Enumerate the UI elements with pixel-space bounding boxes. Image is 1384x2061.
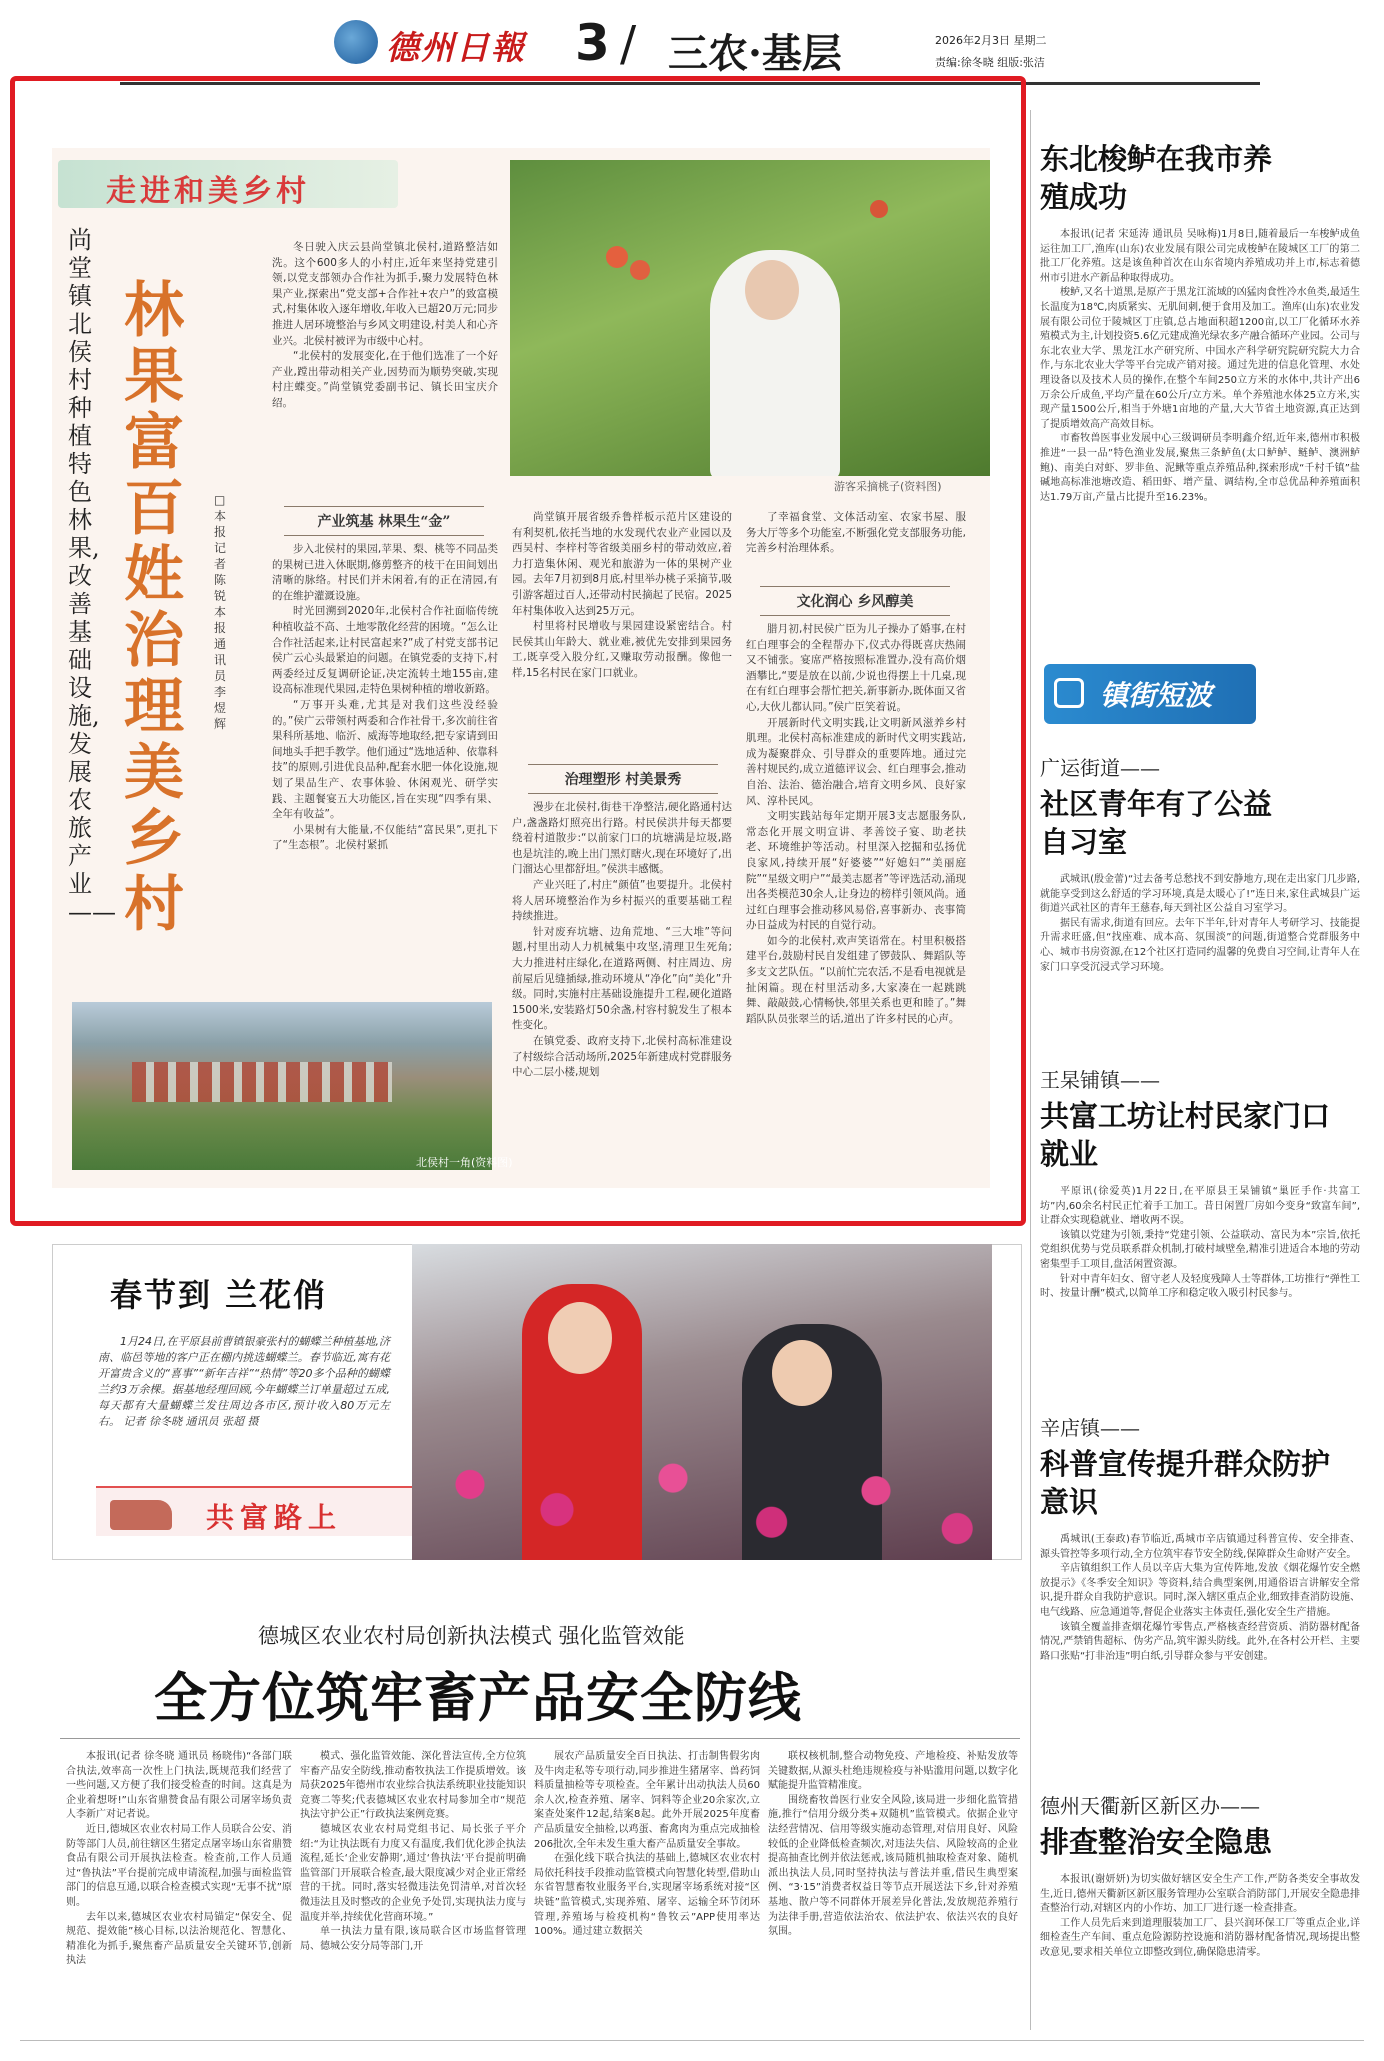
bottom-column-3 bbox=[534, 1750, 760, 1940]
article-title: 社区青年有了公益自习室 bbox=[1040, 787, 1273, 859]
paper-name: 德州日報 bbox=[386, 28, 526, 67]
paragraph: 梭鲈,又名十道黑,是原产于黑龙江流域的凶猛肉食性冷水鱼类,最适生长温度为18℃,肉质紧实、无肌间刺,便于食用及加工。渔库(山东)农业发展有限公司位于陵城区丁庄镇,总占地面积超1200亩,以工厂化循环水养殖模式为主,计划投资5.6亿元建成渔光绿农多产融合循环产业园。公司与东北农业大学、黑龙江水产研究所、中国水产科学研究院研究院大力合作,与东北农业大学等平台完成产销对接。通过先进的信息化管理、水处理设备以及技术人员的操作,在整个车间250立方米的水体中,共计产出6万余公斤成鱼,平均产量在60公斤/立方米。单个养殖池水体25立方米,实现产量1500公斤,相当于外塘1亩地的产量,大大节省土地资源,真正达到了提质增效高产高效目标。 bbox=[1040, 287, 1360, 430]
subhead-culture: 文化润心 乡风醇美 bbox=[760, 586, 950, 616]
bottom-column-2 bbox=[300, 1750, 526, 1954]
section-name: 三农·基层 bbox=[668, 30, 842, 77]
banner-text: 走进和美乡村 bbox=[106, 174, 310, 209]
paragraph: 针对中青年妇女、留守老人及轻度残障人士等群体,工坊推行“弹性工时、按量计酬”模式,以简单工序和稳定收入吸引村民参与。 bbox=[1040, 1273, 1360, 1300]
photo-face-icon bbox=[745, 260, 799, 320]
paragraph: 小果树有大能量,不仅能结“富民果”,更扎下了“生态根”。北侯村紧抓 bbox=[272, 823, 498, 852]
paragraph: 腊月初,村民侯广臣为儿子操办了婚事,在村红白理事会的全程帮办下,仪式办得既喜庆热闹又不铺张。宴席严格按照标准置办,没有高价烟酒攀比,“要是放在以前,少说也得摆上十几桌,现在有红白理事会帮忙把关,新事新办,既体面又省心,大伙儿都认同。”侯广臣笑着说。 bbox=[746, 623, 966, 713]
right-article-1 bbox=[1040, 140, 1360, 505]
subhead-industry: 产业筑基 林果生“金” bbox=[284, 506, 484, 536]
spring-banner-text: 共富路上 bbox=[206, 1501, 343, 1534]
page-number: 3 bbox=[575, 14, 610, 72]
paragraph: 据民有需求,街道有回应。去年下半年,针对青年人考研学习、技能提升需求旺盛,但“找座难、成本高、氛围淡”的问题,街道整合党群服务中心、城市书房资源,在12个社区打造同约温馨的免费自习空间,让青年人在家门口享受沉浸式学习环境。 bbox=[1040, 917, 1360, 973]
editor-credit: 责编:徐冬晓 组版:张洁 bbox=[935, 56, 1045, 69]
paragraph: 冬日驶入庆云县尚堂镇北侯村,道路整洁如洗。这个600多人的小村庄,近年来坚持党建引领,以党支部领办合作社为抓手,聚力发展特色林果产业,探索出“党支部+合作社+农户”的致富模式,村集体收入逐年增收,年收入已超20万元;同步推进人居环境整治与乡风文明建设,村美人和心齐业兴。北侯村被评为市级中心村。 bbox=[272, 241, 498, 347]
orchid-flowers-icon bbox=[412, 1434, 992, 1560]
paragraph: 该镇全覆盖排查烟花爆竹零售点,严格核查经营资质、消防器材配备情况,严禁销售超标、伪劣产品,筑牢源头防线。此外,在各村公开栏、主要路口张贴“打非治违”明白纸,引导群众参与平安创建。 bbox=[1040, 1621, 1360, 1662]
photo-face-icon bbox=[548, 1302, 612, 1374]
article-title: 东北梭鲈在我市养殖成功 bbox=[1040, 142, 1273, 214]
paragraph: 本报讯(记者 宋延涛 通讯员 吴咏梅)1月8日,随着最后一车梭鲈成鱼运往加工厂,渔库(山东)农业发展有限公司完成梭鲈在陵城区工厂的第二批工厂化养殖。这是该鱼种首次在山东省境内养殖成功并上市,标志着德州市引进水产新品种取得成功。 bbox=[1040, 229, 1360, 284]
paragraph: 近日,德城区农业农村局工作人员联合公安、消防等部门人员,前往辖区生猪定点屠宰场山东省鼎赞食品有限公司开展执法检查。检查前,工作人员通过“鲁执法”平台提前完成申请流程,加强与面检监管部门的信息互通,以联合检查模式实现“无事不扰”原则。 bbox=[66, 1823, 292, 1908]
page-slash-icon: / bbox=[620, 16, 637, 72]
right-article-2 bbox=[1040, 752, 1360, 975]
village-photo-caption: 北侯村一角(资料图) bbox=[416, 1156, 513, 1169]
article-title: 科普宣传提升群众防护意识 bbox=[1040, 1447, 1331, 1519]
bottom-kicker: 德城区农业农村局创新执法模式 强化监管效能 bbox=[258, 1624, 685, 1648]
peach-photo-caption: 游客采摘桃子(资料图) bbox=[834, 480, 942, 493]
paragraph: “北侯村的发展变化,在于他们选准了一个好产业,蹚出带动相关产业,因势而为顺势突破,实现村庄蝶变。”尚堂镇党委副书记、镇长田宝庆介绍。 bbox=[272, 350, 498, 409]
feature-column-3 bbox=[746, 510, 966, 557]
bottom-column-4 bbox=[768, 1750, 1018, 1940]
page-bottom-rule bbox=[20, 2040, 1364, 2041]
feature-headline: 林果富百姓 治理美乡村 bbox=[124, 276, 184, 940]
photo-face-icon bbox=[772, 1340, 832, 1406]
paragraph: 漫步在北侯村,街巷干净整洁,硬化路通村达户,盏盏路灯照亮出行路。村民侯洪井每天都要绕着村道散步:“以前家门口的坑塘满是垃圾,路也是坑洼的,晚上出门黑灯瞎火,现在环境好了,出门溜达心里都舒坦。”侯洪丰感慨。 bbox=[512, 801, 733, 876]
paragraph: 工作人员先后来到道理服装加工厂、县兴润环保工厂等重点企业,详细检查生产车间、重点危险源防控设施和消防器材配备情况,现场提出整改意见,要求相关单位立即整改到位,确保隐患清零。 bbox=[1040, 1917, 1360, 1958]
feature-column-3b bbox=[746, 622, 966, 1027]
paragraph: 去年以来,德城区农业农村局锚定“保安全、促规范、提效能”核心目标,以法治规范化、智慧化、精准化为抓手,聚焦畜产品质量安全关键环节,创新执法 bbox=[66, 1911, 292, 1967]
paragraph: 武城讯(殷金蕾)“过去备考总愁找不到安静地方,现在走出家门几步路,就能享受到这么舒适的学习环境,真是太暖心了!”连日来,家住武城县广运街道兴武社区的青年王慈春,每天到社区公益自习室学习。 bbox=[1040, 874, 1360, 915]
paragraph: 如今的北侯村,欢声笑语常在。村里积极搭建平台,鼓励村民自发组建了锣鼓队、舞蹈队等多支文艺队伍。“以前忙完农活,不是看电视就是扯闲篇。现在村里活动多,大家凑在一起跳跳舞、敲敲鼓,心情畅快,邻里关系也更和睦了。”舞蹈队队员张翠兰的话,道出了许多村民的心声。 bbox=[746, 934, 966, 1025]
article-prefix: 广运街道—— bbox=[1040, 756, 1160, 780]
paragraph: 围绕畜牧兽医行业安全风险,该局进一步细化监管措施,推行“信用分级分类+双随机”监管模式。依据企业守法经营情况、信用等级实施动态管理,对信用良好、风险较低的企业降低检查频次,对违法失信、风险较高的企业提高抽查比例并依法惩戒,该局随机抽取检查对象、随机派出执法人员,同时坚持执法与普法并重,借民生典型案例、“3·15”消费者权益日等节点开展送法下乡,针对养殖基地、散户等不同群体开展差异化普法,发放规范养殖行为法律手册,营造依法治农、依法护农、依法兴农的良好氛围。 bbox=[768, 1794, 1018, 1938]
article-body bbox=[1040, 1185, 1360, 1302]
peach-fruit-icon bbox=[630, 260, 650, 280]
tractor-icon bbox=[110, 1500, 172, 1530]
bottom-rule bbox=[60, 1738, 1020, 1739]
village-photo bbox=[72, 1002, 492, 1170]
paragraph: 德城区农业农村局党组书记、局长张子平介绍:“为让执法既有力度又有温度,我们优化涉企执法流程,延长‘企业安静期’,通过‘鲁执法’平台提前明确监管部门开展联合检查,最大限度减少对企业正常经营的干扰。同时,落实轻微违法免罚清单,对首次轻微违法且及时整改的企业免予处罚,实现执法力度与温度并举,持续优化营商环境。” bbox=[300, 1823, 526, 1923]
paragraph: 开展新时代文明实践,让文明新风滋养乡村肌理。北侯村高标准建成的新时代文明实践站,成为凝聚群众、引导群众的重要阵地。通过完善村规民约,成立道德评议会、红白理事会,推动自治、法治、德治融合,培育文明乡风、良好家风、淳朴民风。 bbox=[746, 716, 966, 807]
spring-caption: 1月24日,在平原县前曹镇银豪张村的蝴蝶兰种植基地,济南、临邑等地的客户正在棚内挑选蝴蝶兰。春节临近,寓有花开富贵含义的“喜事”“新年吉祥”“热情”等20多个品种的蝴蝶兰约3万余棵。据基地经理回顾,今年蝴蝶兰订单量超过五成,每天都有大量蝴蝶兰发往周边各市区,预计收入80万元左右。 记者 徐冬晓 通讯员 张超 摄 bbox=[98, 1335, 390, 1428]
paragraph: 步入北侯村的果园,苹果、梨、桃等不同品类的果树已进入休眠期,修剪整齐的枝干在田间划出清晰的脉络。村民们并未闲着,有的正在清园,有的在维护灌溉设施。 bbox=[272, 543, 498, 602]
spring-title: 春节到 兰花俏 bbox=[110, 1276, 328, 1314]
paragraph: “万事开头难,尤其是对我们这些没经验的。”侯广云带领村两委和合作社骨干,多次前往省果科所基地、临沂、威海等地取经,把专家请到田间地头手把手教学。他们通过“选地适种、依靠科技”的原则,引进优良品种,配套水肥一体化设施,规划了果品生产、农事体验、休闲观光、研学实践、主题餐宴五大功能区,旨在实现“四季有果、全年有收益”。 bbox=[272, 698, 498, 821]
paragraph: 针对废弃坑塘、边角荒地、“三大堆”等问题,村里出动人力机械集中攻坚,清理卫生死角;大力推进村庄绿化,在道路两侧、村庄周边、房前屋后见缝插绿,推动环境从“净化”向“美化”升级。同时,实施村庄基础设施提升工程,硬化道路1500米,安装路灯50余盏,村容村貌发生了根本性变化。 bbox=[512, 925, 732, 1032]
paragraph: 禹城讯(王泰政)春节临近,禹城市辛店镇通过科普宣传、安全排查、源头管控等多项行动,全方位筑牢春节安全防线,保障群众生命财产安全。 bbox=[1040, 1534, 1360, 1560]
article-title: 排查整治安全隐患 bbox=[1040, 1825, 1273, 1859]
paragraph: 平原讯(徐爱英)1月22日,在平原县王杲铺镇“巢匠手作·共富工坊”内,60余名村民正忙着手工加工。昔日闲置厂房如今变身“致富车间”,让群众实现稳就业、增收两不误。 bbox=[1040, 1186, 1360, 1227]
feature-column-2 bbox=[512, 510, 732, 682]
paragraph: 文明实践站每年定期开展3支志愿服务队,常态化开展文明宣讲、孝善饺子宴、助老扶老、环境维护等活动。村里深入挖掘和弘扬优良家风,持续开展“好婆婆”“好媳妇”“美丽庭院”“星级文明户”“最美志愿者”等评选活动,涌现出各类模范30余人,让身边的榜样引领风尚。通过红白理事会推动移风易俗,喜事新办、丧事简办日益成为村民的自觉行动。 bbox=[746, 810, 966, 932]
paragraph: 本报讯(记者 徐冬晓 通讯员 杨晓伟)“各部门联合执法,效率高一次性上门执法,既规范我们经营了一些问题,又方便了我们接受检查的时间。这真是为企业着想呀!”山东省鼎赞食品有限公司屠宰场负责人李新广对记者说。 bbox=[66, 1751, 292, 1821]
article-title: 共富工坊让村民家门口就业 bbox=[1040, 1099, 1331, 1171]
paragraph: 村里将村民增收与果园建设紧密结合。村民侯其山年龄大、就业难,被优先安排到果园务工,既享受入股分红,又赚取劳动报酬。像他一样,15名村民在家门口就业。 bbox=[512, 620, 732, 679]
feature-column-1 bbox=[272, 240, 498, 412]
article-body bbox=[1040, 873, 1360, 975]
peach-fruit-icon bbox=[606, 246, 628, 268]
paragraph: 展农产品质量安全百日执法、打击制售假劣肉及牛肉走私等专项行动,同步推进生猪屠宰、兽药饲料质量抽检等专项检查。全年累计出动执法人员60余人次,检查养殖、屠宰、饲料等企业20余家次,立案查处案件12起,结案8起。此外开展2025年度畜产品质量安全抽检,以鸡蛋、畜禽肉为重点完成抽检206批次,全年未发生重大畜产品质量安全事故。 bbox=[534, 1751, 760, 1850]
paragraph: 尚堂镇开展省级乔鲁样板示范片区建设的有利契机,依托当地的水发现代农业产业园以及西吴村、李梓村等省级美丽乡村的带动效应,着力打造集休闲、观光和旅游为一体的果树产业园。去年7月初到8月底,村里举办桃子采摘节,吸引游客超过百人,还带动村民摘起了民宿。2025年村集体收入达到25万元。 bbox=[512, 511, 732, 617]
newspaper-logo-icon bbox=[334, 20, 378, 64]
paragraph: 该镇以党建为引领,秉持“党建引领、公益联动、富民为本”宗旨,依托党组织优势与党员联系群众机制,打破村域壁垒,精准引进适合本地的劳动密集型手工项目,盘活闲置资源。 bbox=[1040, 1229, 1360, 1270]
right-article-4 bbox=[1040, 1412, 1360, 1664]
paragraph: 本报讯(谢妍妍)为切实做好辖区安全生产工作,严防各类安全事故发生,近日,德州天衢新区新区服务管理办公室联合消防部门,开展安全隐患排查整治行动,对辖区内的小作坊、加工厂进行逐一检查排查。 bbox=[1040, 1874, 1360, 1915]
right-column-divider bbox=[1030, 110, 1031, 2030]
article-prefix: 王杲铺镇—— bbox=[1040, 1068, 1160, 1092]
paragraph: 时光回溯到2020年,北侯村合作社面临传统种植收益不高、土地零散化经营的困境。“怎么让合作社活起来,让村民富起来?”成了村党支部书记侯广云心头最紧迫的问题。在镇党委的支持下,村两委经过反复调研论证,决定流转土地155亩,建设高标准现代果园,走特色果树种植的增收新路。 bbox=[272, 605, 498, 696]
flash-news-icon bbox=[1054, 678, 1084, 708]
article-body bbox=[1040, 1533, 1360, 1664]
issue-date: 2026年2月3日 星期二 bbox=[935, 34, 1047, 47]
feature-column-2b bbox=[512, 800, 732, 1081]
feature-column-1b bbox=[272, 542, 498, 854]
peach-photo bbox=[510, 160, 990, 476]
paragraph: 在强化线下联合执法的基础上,德城区农业农村局依托科技手段推动监管模式向智慧化转型,借助山东省智慧畜牧业服务平台,实现屠宰场系统对接“区块链”监管模式,实现养殖、屠宰、运输全环节闭环管理,养殖场与检疫机构“鲁牧云”APP使用率达100%。通过建立数据关 bbox=[534, 1853, 760, 1938]
article-body bbox=[1040, 1873, 1360, 1961]
masthead bbox=[0, 0, 1384, 86]
bottom-headline: 全方位筑牢畜产品安全防线 bbox=[154, 1667, 802, 1729]
feature-banner bbox=[58, 160, 398, 208]
paragraph: 在镇党委、政府支持下,北侯村高标准建设了村级综合活动场所,2025年新建成村党群服务中心二层小楼,规划 bbox=[512, 1034, 732, 1079]
article-prefix: 德州天衢新区新区办—— bbox=[1040, 1794, 1260, 1818]
flash-news-badge bbox=[1044, 664, 1256, 724]
paragraph: 辛店镇组织工作人员以辛店大集为宣传阵地,发放《烟花爆竹安全燃放提示》《冬季安全知识》等资料,结合典型案例,用通俗语言讲解安全常识,提升群众自我防护意识。同时,深入辖区重点企业,细致排查消防设施、电气线路、应急通道等,督促企业落实主体责任,强化安全生产措施。 bbox=[1040, 1563, 1360, 1618]
paragraph: 模式、强化监管效能、深化普法宣传,全方位筑牢畜产品安全防线,推动畜牧执法工作提质增效。该局获2025年德州市农业综合执法系统职业技能知识竞赛二等奖;代表德城区农业农村局参加全市“规范执法守护公正”行政执法案例竞赛。 bbox=[300, 1751, 526, 1821]
feature-byline: □本报记者 陈锐 本报通讯员 李煜辉 bbox=[214, 493, 227, 731]
article-prefix: 辛店镇—— bbox=[1040, 1416, 1140, 1440]
paragraph: 单一执法力量有限,该局联合区市场监督管理局、德城公安分局等部门,开 bbox=[300, 1926, 526, 1952]
paragraph: 市畜牧兽医事业发展中心三级调研员李明鑫介绍,近年来,德州市积极推进“一县一品”特色渔业发展,聚焦三条鲈鱼(太口鲈鲈、鲢鲈、澳洲鲈鲍)、南美白对虾、罗非鱼、泥鳅等重点养殖品种,探索形成“千村千镇”盐碱地高标准池塘改造、稻田虾、增产量、调结构,全市总优品种养殖面积达1.79万亩,产量占比提升至16.23%。 bbox=[1040, 433, 1360, 503]
village-roofs-icon bbox=[132, 1062, 392, 1102]
right-article-5 bbox=[1040, 1790, 1360, 1961]
bottom-column-1 bbox=[66, 1750, 292, 1969]
orchid-photo bbox=[412, 1244, 992, 1560]
flash-news-label: 镇街短波 bbox=[1100, 679, 1213, 712]
spring-banner bbox=[96, 1486, 416, 1536]
right-article-3 bbox=[1040, 1064, 1360, 1302]
feature-subhead: 尚堂镇北侯村种植特色林果,改善基础设施,发展农旅产业—— bbox=[68, 226, 116, 926]
peach-fruit-icon bbox=[870, 200, 888, 218]
paragraph: 了幸福食堂、文体活动室、农家书屋、服务大厅等多个功能室,不断强化党支部服务功能,完善乡村治理体系。 bbox=[746, 511, 966, 555]
paragraph: 产业兴旺了,村庄“颜值”也要提升。北侯村将人居环境整治作为乡村振兴的重要基础工程持续推进。 bbox=[512, 878, 732, 923]
article-body bbox=[1040, 228, 1360, 505]
paragraph: 联权核机制,整合动物免疫、产地检疫、补贴发放等关键数据,从源头杜绝违规检疫与补贴滥用问题,以数字化赋能提升监管精准度。 bbox=[768, 1751, 1018, 1792]
subhead-governance: 治理塑形 村美景秀 bbox=[528, 764, 718, 794]
